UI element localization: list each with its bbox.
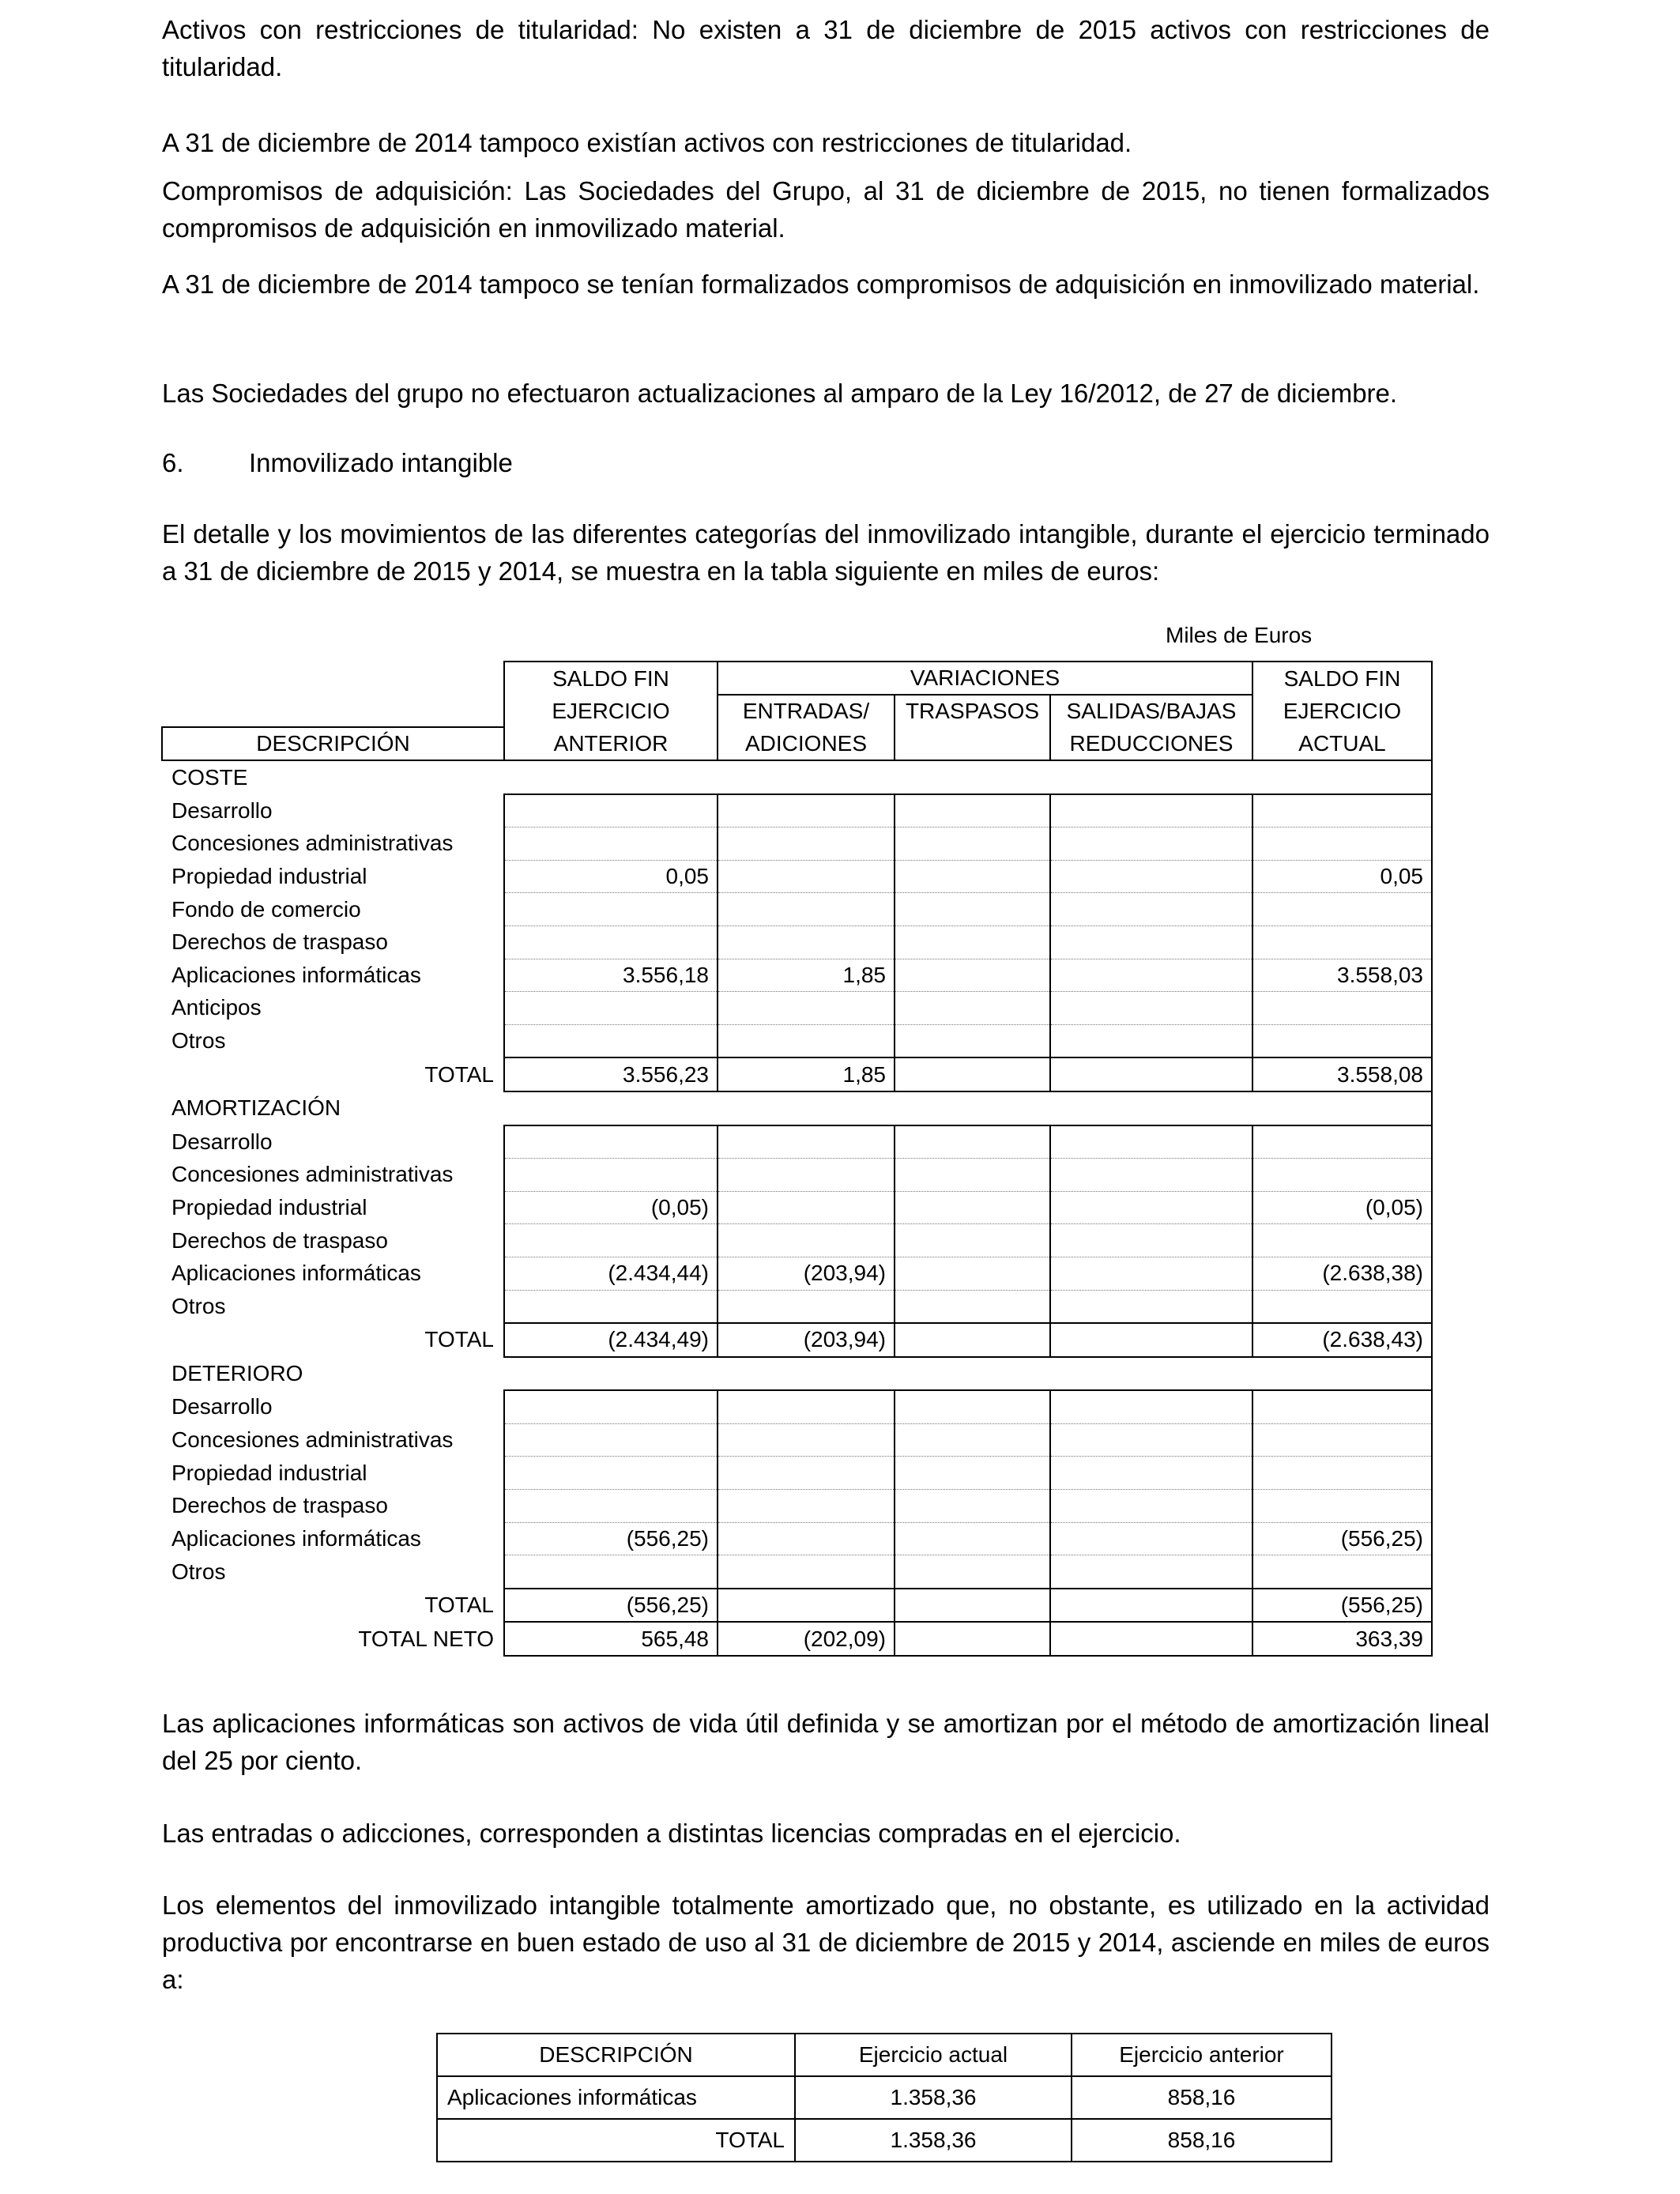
section-heading (162, 444, 513, 481)
row-value (1252, 893, 1432, 926)
row-value (504, 1490, 718, 1523)
header-variaciones: VARIACIONES (718, 662, 1252, 695)
row-value (1050, 1390, 1252, 1423)
header-descripcion: DESCRIPCIÓN (162, 727, 504, 760)
row-value: 3.556,18 (504, 959, 718, 992)
paragraph-compromisos: Compromisos de adquisición: Las Sociedades del Grupo, al 31 de diciembre de 2015, no tienen formalizados compromisos de adquisición en inmovilizado material. (162, 176, 1490, 243)
row-value (1252, 1159, 1432, 1192)
row-value (1252, 1290, 1432, 1323)
table-section-row (162, 1357, 1432, 1391)
row-value (1252, 992, 1432, 1025)
row-value (895, 1457, 1050, 1490)
row-label: Concesiones administrativas (171, 831, 454, 856)
table-total-row (162, 1589, 1432, 1623)
table-cell (718, 1091, 895, 1125)
table-row (162, 1024, 1432, 1057)
table-row (162, 893, 1432, 926)
total-value (1050, 1589, 1252, 1623)
row-value (1252, 925, 1432, 959)
row-value (1252, 1125, 1432, 1159)
table-cell (1252, 1357, 1432, 1391)
table-row (162, 1125, 1432, 1159)
row-value (895, 1555, 1050, 1589)
row-value (718, 1191, 895, 1224)
table-cell (1050, 1091, 1252, 1125)
row-value (1252, 1457, 1432, 1490)
header-entradas-2: ADICIONES (718, 727, 895, 760)
row-value (895, 925, 1050, 959)
row-value (1050, 1522, 1252, 1555)
row-value (718, 1159, 895, 1192)
table-cell (504, 1091, 718, 1125)
row-label: Propiedad industrial (171, 1460, 367, 1485)
row-value (895, 1125, 1050, 1159)
header-salidas-1: SALIDAS/BAJAS (1050, 695, 1252, 727)
paragraph-restricciones: Activos con restricciones de titularidad: No existen a 31 de diciembre de 2015 activos con restricciones de titularidad. (162, 15, 1490, 81)
table-total-neto-row (162, 1622, 1432, 1656)
row-value (1252, 794, 1432, 827)
paragraph-restricciones-2014: A 31 de diciembre de 2014 tampoco existían activos con restricciones de titularidad. (162, 128, 1132, 157)
paragraph-vida-util: Las aplicaciones informáticas son activos de vida útil definida y se amortizan por el método de amortización lineal del 25 por ciento. (162, 1709, 1490, 1775)
total-label: TOTAL (424, 1327, 494, 1352)
table-cell (1050, 1357, 1252, 1391)
table2-header-anterior: Ejercicio anterior (1072, 2034, 1332, 2076)
table-header-row-2 (162, 695, 1432, 727)
row-value (1252, 1490, 1432, 1523)
row-value (504, 992, 718, 1025)
row-value (504, 1024, 718, 1057)
table-cell (895, 1357, 1050, 1391)
table-row (162, 992, 1432, 1025)
total-value: (203,94) (718, 1323, 895, 1357)
total-value: (556,25) (1252, 1589, 1432, 1623)
row-value (1050, 1457, 1252, 1490)
header-saldo-act-2: EJERCICIO (1252, 695, 1432, 727)
table2-total-row (437, 2119, 1332, 2162)
table2-header-row (437, 2034, 1332, 2076)
row-value (895, 992, 1050, 1025)
paragraph-intro: El detalle y los movimientos de las diferentes categorías del inmovilizado intangible, durante el ejercicio terminado a 31 de diciembre de 2015 y 2014, se muestra en la tabla siguiente en miles de euros: (162, 519, 1490, 586)
row-value (718, 893, 895, 926)
table-row (162, 925, 1432, 959)
row-value (504, 1390, 718, 1423)
row-value (718, 1024, 895, 1057)
row-label: Desarrollo (171, 797, 273, 823)
row-value (718, 1522, 895, 1555)
table2-row-label: Aplicaciones informáticas (437, 2076, 795, 2119)
row-value (895, 794, 1050, 827)
table-section-row (162, 760, 1432, 794)
table-cell (895, 760, 1050, 794)
row-value (504, 1159, 718, 1192)
row-label: Derechos de traspaso (171, 1493, 388, 1518)
fully-amortized-table (436, 2033, 1332, 2162)
total-neto-value: 565,48 (504, 1622, 718, 1656)
row-value (1050, 925, 1252, 959)
table-row (162, 1522, 1432, 1555)
header-entradas-1: ENTRADAS/ (718, 695, 895, 727)
row-label: Aplicaciones informáticas (171, 1525, 421, 1551)
table-row (162, 794, 1432, 827)
table-row (162, 1224, 1432, 1257)
row-value (1050, 1290, 1252, 1323)
row-value (1050, 1125, 1252, 1159)
row-value (1050, 1224, 1252, 1257)
row-label: Otros (171, 1559, 226, 1584)
row-label: Anticipos (171, 995, 262, 1020)
row-value (895, 1522, 1050, 1555)
table-cell (1050, 760, 1252, 794)
table2-total-label: TOTAL (437, 2119, 795, 2162)
row-value (504, 827, 718, 861)
row-value (1050, 1257, 1252, 1290)
header-saldo-ant-1: SALDO FIN (504, 662, 718, 695)
row-value (718, 1290, 895, 1323)
table-cell (718, 1357, 895, 1391)
total-value (895, 1323, 1050, 1357)
row-value (504, 1555, 718, 1589)
row-value (1050, 827, 1252, 861)
table-row (437, 2076, 1332, 2119)
row-value (1252, 1390, 1432, 1423)
total-neto-label: TOTAL NETO (358, 1626, 494, 1651)
section-title: COSTE (171, 764, 248, 790)
row-value (1050, 992, 1252, 1025)
section-title: AMORTIZACIÓN (171, 1095, 341, 1121)
total-value: (2.638,43) (1252, 1323, 1432, 1357)
row-value (718, 1490, 895, 1523)
table-row (162, 1290, 1432, 1323)
row-value (504, 1423, 718, 1457)
row-value (1050, 1159, 1252, 1192)
table-row (162, 959, 1432, 992)
paragraph-entradas: Las entradas o adicciones, corresponden a distintas licencias compradas en el ejercicio. (162, 1819, 1181, 1848)
row-value (1252, 1224, 1432, 1257)
total-value (1050, 1057, 1252, 1091)
row-label: Derechos de traspaso (171, 1227, 388, 1253)
row-value (895, 1159, 1050, 1192)
table-cell (718, 760, 895, 794)
row-label: Fondo de comercio (171, 896, 361, 922)
row-value (718, 1457, 895, 1490)
section-number: 6. (162, 448, 184, 477)
row-value (895, 959, 1050, 992)
row-value (504, 1125, 718, 1159)
row-label: Desarrollo (171, 1129, 273, 1154)
total-neto-value (1050, 1622, 1252, 1656)
row-value: 3.558,03 (1252, 959, 1432, 992)
row-value (1050, 1423, 1252, 1457)
row-label: Otros (171, 1028, 226, 1054)
table-cell (1252, 760, 1432, 794)
paragraph-totalmente-amortizado: Los elementos del inmovilizado intangible totalmente amortizado que, no obstante, es utilizado en la actividad productiva por encontrarse en buen estado de uso al 31 de diciembre de 2015 y 2014, asciende en miles de euros a: (162, 1891, 1490, 1994)
row-value (895, 1423, 1050, 1457)
paragraph-actualizaciones: Las Sociedades del grupo no efectuaron actualizaciones al amparo de la Ley 16/2012, de 27 de diciembre. (162, 379, 1398, 408)
row-value (895, 1290, 1050, 1323)
paragraph-compromisos-2014: A 31 de diciembre de 2014 tampoco se tenían formalizados compromisos de adquisición en inmovilizado material. (162, 270, 1480, 299)
row-value: (203,94) (718, 1257, 895, 1290)
row-value (1050, 1024, 1252, 1057)
total-neto-value: 363,39 (1252, 1622, 1432, 1656)
total-value: (556,25) (504, 1589, 718, 1623)
header-saldo-ant-3: ANTERIOR (504, 727, 718, 760)
table2-total-anterior: 858,16 (1072, 2119, 1332, 2162)
row-value: 0,05 (504, 860, 718, 893)
row-value (895, 893, 1050, 926)
row-value (504, 794, 718, 827)
total-value (895, 1589, 1050, 1623)
table-row (162, 1390, 1432, 1423)
row-value: (556,25) (1252, 1522, 1432, 1555)
row-value (504, 925, 718, 959)
total-label: TOTAL (424, 1061, 494, 1087)
row-value (1050, 794, 1252, 827)
row-value (718, 827, 895, 861)
row-value (504, 1224, 718, 1257)
table-header-row-1 (162, 662, 1432, 695)
row-value (718, 860, 895, 893)
row-value: (0,05) (1252, 1191, 1432, 1224)
total-value: 1,85 (718, 1057, 895, 1091)
row-value: (2.434,44) (504, 1257, 718, 1290)
row-value: (2.638,38) (1252, 1257, 1432, 1290)
row-value: 0,05 (1252, 860, 1432, 893)
row-value (1252, 1024, 1432, 1057)
row-value (895, 1257, 1050, 1290)
row-value (895, 1490, 1050, 1523)
row-value (1252, 1423, 1432, 1457)
header-salidas-2: REDUCCIONES (1050, 727, 1252, 760)
table-row (162, 1423, 1432, 1457)
row-value (504, 893, 718, 926)
table-section-row (162, 1091, 1432, 1125)
row-value (504, 1457, 718, 1490)
header-traspasos: TRASPASOS (895, 695, 1050, 727)
total-neto-value: (202,09) (718, 1622, 895, 1656)
total-value (895, 1057, 1050, 1091)
row-label: Concesiones administrativas (171, 1427, 454, 1453)
table-row (162, 860, 1432, 893)
table-row (162, 1257, 1432, 1290)
row-value (1252, 1555, 1432, 1589)
row-value (718, 1224, 895, 1257)
section-title: Inmovilizado intangible (249, 448, 513, 477)
row-value (718, 1555, 895, 1589)
total-neto-value (895, 1622, 1050, 1656)
units-label: Miles de Euros (1166, 623, 1313, 647)
total-value (718, 1589, 895, 1623)
row-value: (0,05) (504, 1191, 718, 1224)
total-value (1050, 1323, 1252, 1357)
table2-header-descripcion: DESCRIPCIÓN (437, 2034, 795, 2076)
table2-row-actual: 1.358,36 (795, 2076, 1072, 2119)
row-label: Aplicaciones informáticas (171, 1261, 421, 1286)
row-value: (556,25) (504, 1522, 718, 1555)
row-value (1050, 1490, 1252, 1523)
row-value (1050, 1555, 1252, 1589)
intangible-assets-table (161, 661, 1433, 1657)
total-label: TOTAL (424, 1593, 494, 1618)
row-label: Otros (171, 1294, 226, 1319)
row-value (718, 992, 895, 1025)
row-value (1050, 1191, 1252, 1224)
row-value (1252, 827, 1432, 861)
row-label: Desarrollo (171, 1394, 273, 1419)
row-value (895, 1224, 1050, 1257)
section-title: DETERIORO (171, 1360, 303, 1385)
table-row (162, 1159, 1432, 1192)
table-total-row (162, 1323, 1432, 1357)
row-value (895, 827, 1050, 861)
row-value (718, 1423, 895, 1457)
total-value: 3.556,23 (504, 1057, 718, 1091)
row-value (895, 1390, 1050, 1423)
table-row (162, 1490, 1432, 1523)
total-value: 3.558,08 (1252, 1057, 1432, 1091)
row-value (1050, 860, 1252, 893)
table-row (162, 1457, 1432, 1490)
table-cell (895, 1091, 1050, 1125)
row-label: Derechos de traspaso (171, 929, 388, 955)
row-value (718, 794, 895, 827)
table-row (162, 827, 1432, 861)
table-header-row-3 (162, 727, 1432, 760)
row-label: Aplicaciones informáticas (171, 962, 421, 987)
row-value (895, 1191, 1050, 1224)
header-saldo-ant-2: EJERCICIO (504, 695, 718, 727)
row-label: Propiedad industrial (171, 864, 367, 889)
row-value (895, 860, 1050, 893)
total-value: (2.434,49) (504, 1323, 718, 1357)
row-value: 1,85 (718, 959, 895, 992)
row-label: Concesiones administrativas (171, 1162, 454, 1187)
table-cell (1252, 1091, 1432, 1125)
table-cell (504, 1357, 718, 1391)
row-value (1050, 893, 1252, 926)
table2-row-anterior: 858,16 (1072, 2076, 1332, 2119)
table2-total-actual: 1.358,36 (795, 2119, 1072, 2162)
table-total-row (162, 1057, 1432, 1091)
table-row (162, 1555, 1432, 1589)
table-row (162, 1191, 1432, 1224)
row-value (718, 925, 895, 959)
row-value (1050, 959, 1252, 992)
row-value (504, 1290, 718, 1323)
header-saldo-act-1: SALDO FIN (1252, 662, 1432, 695)
table-cell (504, 760, 718, 794)
row-value (895, 1024, 1050, 1057)
header-saldo-act-3: ACTUAL (1252, 727, 1432, 760)
row-value (718, 1390, 895, 1423)
table2-header-actual: Ejercicio actual (795, 2034, 1072, 2076)
row-value (718, 1125, 895, 1159)
row-label: Propiedad industrial (171, 1195, 367, 1220)
